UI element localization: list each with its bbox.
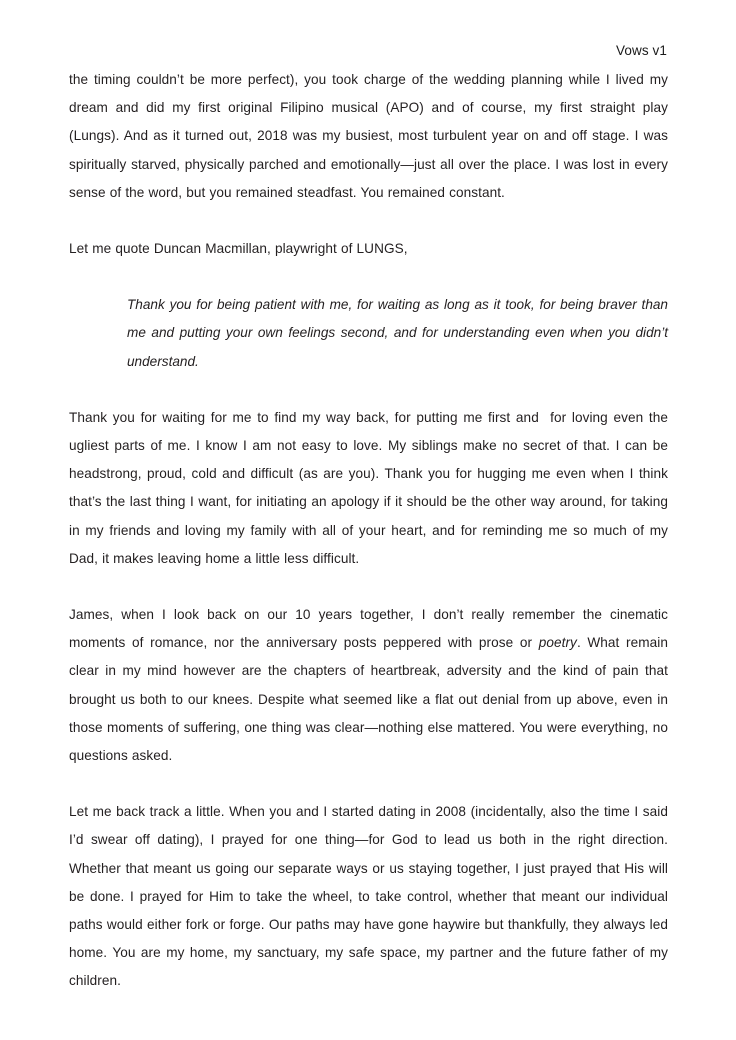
paragraph-4: Let me back track a little. When you and I started dating in 2008 (incidentally, also the time I said I’d swear off dating), I prayed for one thing—for God to lead us both in the right direction. Whether that meant us going our separate ways or us staying together, I just prayed that His will be done. I prayed for Him to take the wheel, to take control, whether that meant our individual paths would either fork or forge. Our paths may have gone haywire but thankfully, they always led home. You are my home, my sanctuary, my safe space, my partner and the future father of my children.	[69, 804, 673, 989]
paragraph-1: the timing couldn’t be more perfect), you took charge of the wedding planning while I lived my dream and did my first original Filipino musical (APO) and of course, my first straight play (Lungs). And as it turned out, 2018 was my busiest, most turbulent year on and off stage. I was spiritually starved, physically parched and emotionally—just all over the place. I was lost in every sense of the word, but you remained steadfast. You remained constant.	[69, 72, 673, 200]
paragraph-3-text-before: James, when I look back on our 10 years together, I don’t really remember the cinematic moments of romance, nor the anniversary posts peppered with prose or	[69, 607, 673, 651]
paragraph-3-text-after: . What remain clear in my mind however are the chapters of heartbreak, adversity and the kind of pain that brought us both to our knees. Despite what seemed like a flat out denial from up above, even in those moments of suffering, one thing was clear—nothing else mattered. You were everything, no questions asked.	[69, 635, 673, 764]
paragraph-3-italic-word: poetry	[538, 635, 577, 651]
paragraph-2: Thank you for waiting for me to find my way back, for putting me first and for loving even the ugliest parts of me. I know I am not easy to love. My siblings make no secret of that. I can be headstrong, proud, cold and difficult (as are you). Thank you for hugging me even when I think that’s the last thing I want, for initiating an apology if it should be the other way around, for taking in my friends and loving my family with all of your heart, and for reminding me so much of my Dad, it makes leaving home a little less difficult.	[69, 409, 673, 566]
document-body	[69, 66, 673, 996]
page-header: Vows v1	[616, 43, 667, 58]
blockquote-macmillan: Thank you for being patient with me, for waiting as long as it took, for being braver than me and putting your own feelings second, and for understanding even when you didn’t understand.	[127, 297, 672, 369]
paragraph-quote-attribution: Let me quote Duncan Macmillan, playwright of LUNGS,	[69, 241, 408, 257]
paragraph-3	[69, 601, 673, 770]
